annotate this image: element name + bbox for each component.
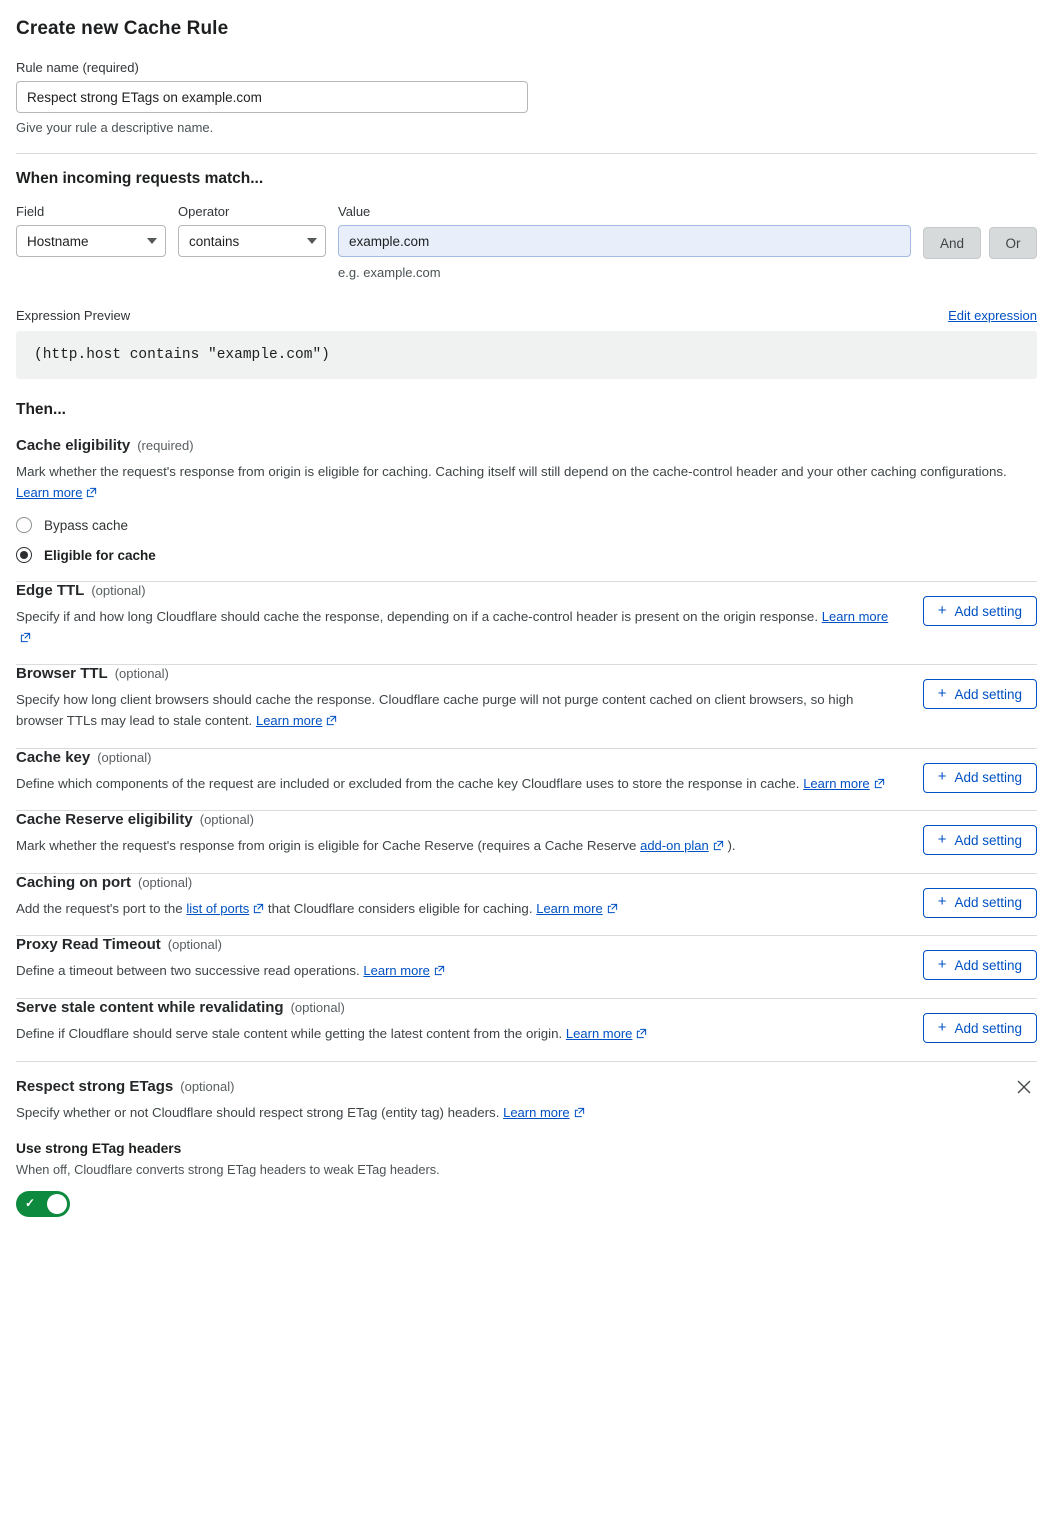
edit-expression-link[interactable]: Edit expression	[948, 308, 1037, 323]
add-on-plan-link[interactable]: add-on plan	[640, 838, 709, 854]
add-setting-label: Add setting	[954, 957, 1022, 973]
value-hint: e.g. example.com	[338, 265, 441, 280]
cache-eligibility-desc	[16, 462, 1026, 503]
rule-name-input[interactable]	[16, 81, 528, 113]
serve-stale-desc-text: Define if Cloudflare should serve stale content while getting the latest content from the origin.	[16, 1026, 563, 1042]
rule-name-label: Rule name (required)	[16, 60, 139, 75]
edge-ttl-desc	[16, 607, 896, 648]
radio-eligible-for-cache[interactable]	[16, 547, 1037, 563]
etags-optional: (optional)	[180, 1078, 235, 1094]
etag-toggle[interactable]	[16, 1191, 70, 1217]
edge-ttl-desc-text: Specify if and how long Cloudflare should cache the response, depending on if a cache-control header is present on the origin response.	[16, 609, 819, 625]
rule-name-help: Give your rule a descriptive name.	[16, 120, 214, 135]
learn-more-link[interactable]: Learn more	[363, 963, 430, 979]
external-link-icon	[434, 965, 445, 976]
radio-bypass-label: Bypass cache	[44, 517, 129, 533]
browser-ttl-title-row	[16, 665, 1037, 682]
cache-reserve-desc-before: Mark whether the request's response from origin is eligible for Cache Reserve (requires a Cache Reserve	[16, 838, 637, 854]
check-icon: ✓	[25, 1196, 36, 1211]
etag-toggle-desc: When off, Cloudflare converts strong ETag headers to weak ETag headers.	[16, 1162, 440, 1178]
edge-ttl-optional: (optional)	[91, 583, 146, 599]
external-link-icon	[607, 903, 618, 914]
add-setting-label: Add setting	[954, 1020, 1022, 1036]
setting-proxy-read-timeout	[16, 936, 1037, 998]
match-row	[16, 204, 1037, 280]
cache-reserve-desc	[16, 836, 896, 857]
browser-ttl-optional: (optional)	[114, 666, 169, 682]
rule-name-group	[16, 60, 1037, 135]
setting-cache-reserve	[16, 811, 1037, 873]
then-heading: Then...	[16, 401, 66, 418]
setting-cache-key	[16, 749, 1037, 811]
cache-reserve-optional: (optional)	[199, 812, 254, 828]
external-link-icon	[20, 632, 31, 643]
field-select[interactable]	[16, 225, 166, 257]
etags-title-row	[16, 1078, 1037, 1095]
etags-desc	[16, 1103, 896, 1124]
learn-more-link[interactable]: Learn more	[821, 609, 889, 625]
browser-ttl-title: Browser TTL	[16, 665, 108, 683]
cache-reserve-desc-after: ).	[727, 838, 736, 854]
or-button[interactable]: Or	[989, 227, 1037, 259]
learn-more-link[interactable]: Learn more	[803, 775, 870, 791]
add-setting-label: Add setting	[954, 770, 1022, 786]
caching-on-port-desc	[16, 899, 896, 920]
and-button[interactable]: And	[923, 227, 981, 259]
value-label: Value	[338, 204, 371, 219]
caching-on-port-desc-before: Add the request's port to the	[16, 900, 183, 916]
cache-key-optional: (optional)	[97, 749, 152, 765]
learn-more-link[interactable]: Learn more	[16, 484, 83, 500]
field-label: Field	[16, 204, 45, 219]
caching-on-port-title: Caching on port	[16, 873, 131, 891]
radio-bypass-icon[interactable]	[16, 517, 32, 533]
plus-icon: +	[937, 955, 947, 973]
radio-eligible-icon[interactable]	[16, 547, 32, 563]
add-setting-button-proxy-read-timeout[interactable]	[923, 950, 1037, 980]
edge-ttl-title: Edge TTL	[16, 582, 85, 600]
etag-toggle-title: Use strong ETag headers	[16, 1141, 182, 1157]
radio-bypass-cache[interactable]	[16, 517, 1037, 533]
cache-reserve-title-row	[16, 811, 1037, 828]
expression-preview-label: Expression Preview	[16, 308, 131, 323]
cache-eligibility-title: Cache eligibility	[16, 437, 131, 454]
radio-eligible-label: Eligible for cache	[44, 547, 156, 563]
learn-more-link[interactable]: Learn more	[536, 900, 603, 916]
serve-stale-desc	[16, 1024, 896, 1045]
proxy-read-timeout-optional: (optional)	[167, 937, 222, 953]
cache-reserve-title: Cache Reserve eligibility	[16, 811, 193, 829]
cache-key-desc-text: Define which components of the request are included or excluded from the cache key Cloudflare uses to store the response in cache.	[16, 775, 800, 791]
cache-key-title-row	[16, 749, 1037, 766]
browser-ttl-desc-text: Specify how long client browsers should cache the response. Cloudflare cache purge will not purge content cached on client browsers, so high browser TTLs may lead to stale content.	[16, 692, 854, 729]
remove-setting-button[interactable]	[1013, 1076, 1035, 1098]
cache-key-title: Cache key	[16, 748, 91, 766]
learn-more-link[interactable]: Learn more	[503, 1104, 570, 1120]
value-column	[338, 204, 911, 280]
add-setting-label: Add setting	[954, 832, 1022, 848]
etags-desc-text: Specify whether or not Cloudflare should respect strong ETag (entity tag) headers.	[16, 1104, 500, 1120]
add-setting-button-cache-key[interactable]	[923, 763, 1037, 793]
external-link-icon	[253, 903, 264, 914]
caching-on-port-optional: (optional)	[138, 874, 193, 890]
toggle-knob	[47, 1194, 67, 1214]
operator-column	[178, 204, 326, 257]
value-input[interactable]	[338, 225, 911, 257]
plus-icon: +	[937, 601, 947, 619]
match-heading: When incoming requests match...	[16, 170, 264, 187]
serve-stale-optional: (optional)	[290, 1000, 345, 1016]
browser-ttl-desc	[16, 690, 896, 731]
add-setting-label: Add setting	[954, 603, 1022, 619]
setting-caching-on-port	[16, 874, 1037, 936]
external-link-icon	[86, 487, 97, 498]
cache-eligibility-desc-text: Mark whether the request's response from origin is eligible for caching. Caching itself will still depend on the cache-control header and your other caching configurations.	[16, 464, 1007, 479]
add-setting-label: Add setting	[954, 686, 1022, 702]
add-setting-button-cache-reserve[interactable]	[923, 825, 1037, 855]
add-setting-button-caching-on-port[interactable]	[923, 888, 1037, 918]
page-title: Create new Cache Rule	[16, 18, 229, 39]
caching-on-port-title-row	[16, 874, 1037, 891]
etags-title: Respect strong ETags	[16, 1077, 174, 1095]
external-link-icon	[874, 778, 885, 789]
learn-more-link[interactable]: Learn more	[255, 713, 323, 729]
plus-icon: +	[937, 893, 947, 911]
plus-icon: +	[937, 1018, 947, 1036]
plus-icon: +	[937, 684, 947, 702]
operator-label: Operator	[178, 204, 230, 219]
proxy-read-timeout-desc-text: Define a timeout between two successive read operations.	[16, 963, 360, 979]
divider	[16, 153, 1037, 154]
setting-edge-ttl	[16, 582, 1037, 664]
plus-icon: +	[937, 768, 947, 786]
expression-header	[16, 308, 1037, 323]
caching-on-port-desc-after: that Cloudflare considers eligible for caching.	[267, 900, 533, 916]
cache-key-desc	[16, 774, 896, 795]
serve-stale-title: Serve stale content while revalidating	[16, 999, 284, 1017]
learn-more-link[interactable]: Learn more	[565, 1026, 633, 1042]
add-setting-label: Add setting	[954, 895, 1022, 911]
setting-respect-strong-etags	[16, 1062, 1037, 1218]
add-setting-button-edge-ttl[interactable]	[923, 596, 1037, 626]
setting-browser-ttl	[16, 665, 1037, 747]
operator-select[interactable]	[178, 225, 326, 257]
external-link-icon	[713, 840, 724, 851]
add-setting-button-serve-stale[interactable]	[923, 1013, 1037, 1043]
field-select-wrap	[16, 225, 166, 257]
proxy-read-timeout-title-row	[16, 936, 1037, 953]
plus-icon: +	[937, 830, 947, 848]
add-setting-button-browser-ttl[interactable]	[923, 679, 1037, 709]
logic-buttons	[923, 204, 1037, 259]
setting-serve-stale	[16, 999, 1037, 1061]
cache-eligibility-title-row	[16, 437, 1037, 454]
proxy-read-timeout-title: Proxy Read Timeout	[16, 936, 161, 954]
field-column	[16, 204, 166, 257]
serve-stale-title-row	[16, 999, 1037, 1016]
external-link-icon	[574, 1107, 585, 1118]
cache-eligibility-required: (required)	[137, 438, 194, 453]
cache-eligibility-section	[16, 437, 1037, 563]
expression-preview: (http.host contains "example.com")	[16, 331, 1037, 379]
edge-ttl-title-row	[16, 582, 1037, 599]
operator-select-wrap	[178, 225, 326, 257]
proxy-read-timeout-desc	[16, 961, 896, 982]
external-link-icon	[326, 715, 337, 726]
list-of-ports-link[interactable]: list of ports	[186, 900, 250, 916]
external-link-icon	[636, 1028, 647, 1039]
